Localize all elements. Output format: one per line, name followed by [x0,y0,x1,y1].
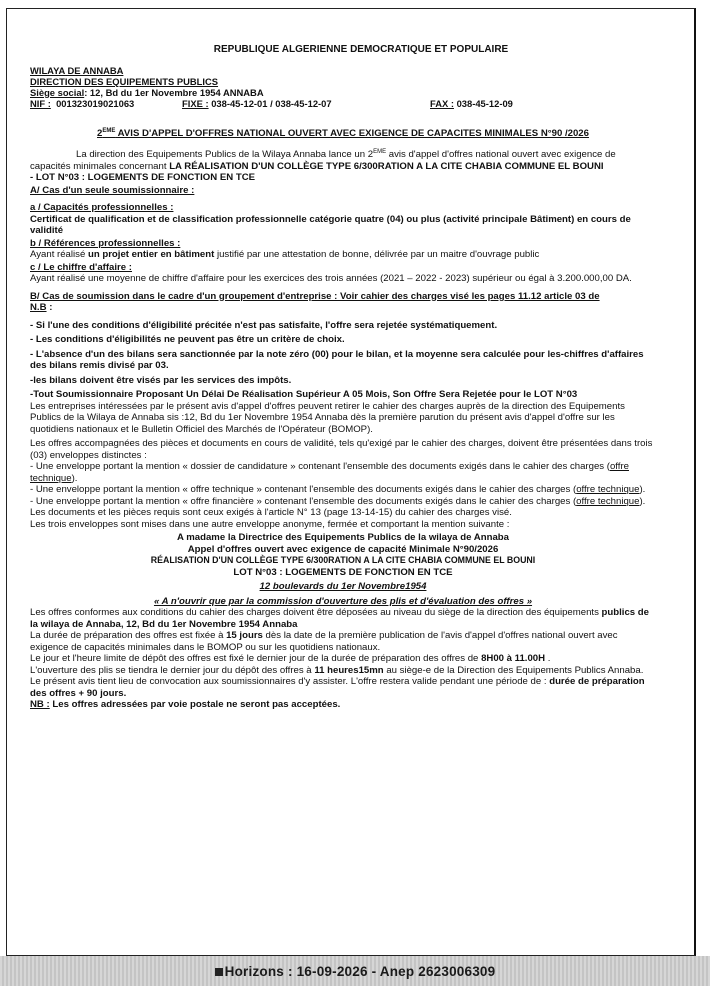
closing-p6-a: La durée de préparation des offres est fixée à [30,630,227,641]
avis-title-num: 2 [97,127,103,139]
republic-title: REPUBLIQUE ALGERIENNE DEMOCRATIQUE ET POPULAIRE [213,44,509,55]
section-c-title: c / Le chiffre d'affaire : [30,261,132,273]
closing-p8-b: 11 heures15mn [314,664,384,676]
envelope-2-ref: offre technique [576,484,640,495]
closing-nb-label: NB : [30,699,50,710]
section-c-text: Ayant réalisé une moyenne de chiffre d'affaire pour les exercices des trois années (2021 – 2022 - 2023) supérieur ou égal à 3.200.000,00 DA. [30,273,632,284]
closing-p6-b: 15 jours [226,630,263,641]
closing-p6 [30,630,656,653]
rule-3: - L'absence d'un des bilans sera sanctionnée par la note zéro (00) pour le bilan, et la moyenne sera calculée pour les-chiffres d'affaires des bilans remis divisé par 03. [30,348,644,371]
section-a1-text: Certificat de qualification et de classification professionnelle catégorie quatre (04) ou plus (activité principale Bâtiment) en cours de validité [30,213,631,236]
closing-p8-a: L'ouverture des plis se tiendra le dernier jour du dépôt des offres à [30,664,315,676]
envelope-1-end: ). [71,472,78,484]
wilaya-label: WILAYA DE ANNABA [30,64,124,76]
closing-p9 [30,676,656,699]
nb-title: N.B [30,302,47,313]
envelope-3-end: ). [639,495,646,507]
envelope-1-ref: offre technique [30,461,629,484]
address-line-3: RÉALISATION D'UN COLLÈGE TYPE 6/300RATION A LA CITE CHABIA COMMUNE EL BOUNI [150,555,536,565]
fax-label: FAX : [430,97,454,109]
body-p3: Les documents et les pièces requis sont ceux exigés à l'article N° 13 (page 13-14-15) du cahier des charges visé. [30,507,512,518]
closing-nb-text: Les offres adressées par voie postale ne seront pas acceptées. [49,699,341,710]
rule-5: -Tout Soumissionnaire Proposant Un Délai De Réalisation Supérieur A 05 Mois, Son Offre Sera Rejetée pour le LOT N°03 [30,389,578,400]
siege-value: : 12, Bd du 1er Novembre 1954 ANNABA [84,86,264,98]
fixe-value: 038-45-12-01 / 038-45-12-07 [211,97,332,109]
closing-p7-c: . [545,653,551,664]
intro-project: LA RÉALISATION D'UN COLLÈGE TYPE 6/300RATION A LA CITE CHABIA COMMUNE EL BOUNI [169,160,604,172]
section-b-text-a: Ayant réalisé [30,249,88,260]
footer-text [215,964,496,979]
siege-line [30,87,656,98]
envelope-1-text: - Une enveloppe portant la mention « dossier de candidature » contenant l'ensemble des documents exigés dans le cahier des charges ( [30,461,610,472]
avis-title [30,128,656,140]
avis-title-sup: EME [102,127,116,134]
closing-p9-b: durée de préparation des offres + 90 jours. [30,676,645,699]
closing-p8-c: au siège-e de la Direction des Equipements Publics Annaba. [383,664,644,676]
section-a1-title: a / Capacités professionnelles : [30,202,174,213]
envelope-1 [30,461,656,484]
section-B-title: B/ Cas de soumission dans le cadre d'un groupement d'entreprise : Voir cahier des charges visé les pages 11.12 article 03 de [30,290,600,302]
footer-label: Horizons : 16-09-2026 - Anep 2623006309 [224,963,496,979]
section-b-text-c: justifié par une attestation de bonne, délivrée par un maitre d'ouvrage public [214,249,540,260]
closing-p7-a: Le jour et l'heure limite de dépôt des offres est fixé le dernier jour de la durée de préparation des offres de [30,653,482,664]
nb-line [30,302,656,314]
closing-p5-a: Les offres conformes aux conditions du cahier des charges doivent être déposées au niveau du siège de la direction des équipements [30,607,602,618]
intro-sup: EME [373,148,387,155]
address-block [30,532,656,607]
envelope-3-ref: offre technique [576,495,640,507]
address-line-1: A madame la Directrice des Equipements Publics de la wilaya de Annaba [177,532,509,543]
contact-line [30,98,656,109]
avis-title-text: AVIS D'APPEL D'OFFRES NATIONAL OUVERT AVEC EXIGENCE DE CAPACITES MINIMALES N°90 /2026 [115,127,589,139]
rule-1: - Si l'une des conditions d'éligibilité précitée n'est pas satisfaite, l'offre sera rejetée systématiquement. [30,319,498,331]
body-p4: Les trois enveloppes sont mises dans une autre enveloppe anonyme, fermée et comportant la mention suivante : [30,518,510,530]
closing-p7-b: 8H00 à 11.00H [481,653,546,664]
fixe-label: FIXE : [182,97,209,109]
section-b-text-b: un projet entier en bâtiment [87,249,215,260]
envelope-2-end: ). [639,484,646,495]
fax-value: 038-45-12-09 [456,97,513,109]
intro-line-1 [30,149,656,161]
siege-label: Siège social [30,86,85,98]
closing-p9-a: Le présent avis tient lieu de convocation aux soumissionnaires d'y assister. L'offre restera valide pendant une période de : [30,676,550,687]
tender-notice [30,44,656,711]
publication-footer [0,956,710,986]
lot-line: - LOT N°03 : LOGEMENTS DE FONCTION EN TCE [30,172,256,183]
section-b-text [30,249,656,261]
nif-label: NIF : [30,97,51,109]
closing-p8 [30,665,656,677]
closing-p6-c: dès la date de la première publication de l'avis d'appel d'offres national ouvert avec exigence de capacités minimales dans le BOMOP ou sur les quotidiens nationaux. [30,630,618,653]
rule-4: -les bilans doivent être visés par les services des impôts. [30,374,292,386]
section-a-title: A/ Cas d'un seule soumissionnaire : [30,184,195,196]
closing-p5-b: publics de la wilaya de Annaba, 12, Bd du 1er Novembre 1954 Annaba [30,607,649,630]
nb-colon: : [46,302,53,313]
nif-value: 001323019021063 [56,97,135,109]
address-line-6: « A n'ouvrir que par la commission d'ouverture des plis et d'évaluation des offres » [153,595,533,607]
envelope-3-text: - Une enveloppe portant la mention « offre financière » contenant l'ensemble des documents exigés dans le cahier des charges ( [30,495,577,507]
intro-line-2 [30,161,656,173]
intro-text-b: avis d'appel d'offres national ouvert avec exigence de [386,149,616,160]
address-line-5: 12 boulevards du 1er Novembre1954 [259,581,427,592]
rule-2: - Les conditions d'éligibilités ne peuvent pas être un critère de choix. [30,334,345,345]
envelope-2-text: - Une enveloppe portant la mention « offre technique » contenant l'ensemble des documents exigés dans le cahier des charges ( [30,484,577,495]
address-line-2: Appel d'offres ouvert avec exigence de capacité Minimale N°90/2026 [187,543,499,555]
address-line-4: LOT N°03 : LOGEMENTS DE FONCTION EN TCE [233,566,453,578]
body-p1: Les entreprises intéressées par le présent avis d'appel d'offres peuvent retirer le cahier des charges auprès de la direction des Equipements Publics de la Wilaya de Annaba sis :12, Bd du 1er Novembre 1954 Annaba dès la première parution du présent avis d'appel d'offre sur les quotidiens nationaux et le Bulletin Officiel des Marchés de l'Opérateur (BOMOP). [30,400,625,435]
direction-label: DIRECTION DES EQUIPEMENTS PUBLICS [30,75,219,87]
closing-nb [30,699,656,711]
closing-p7 [30,653,656,665]
envelope-2 [30,484,656,496]
intro-text-a: La direction des Equipements Publics de la Wilaya Annaba lance un 2 [76,149,374,160]
section-b-title: b / Références professionnelles : [30,237,181,249]
intro-line2-a: capacités minimales concernant [30,160,170,172]
envelope-3 [30,496,656,508]
body-p2: Les offres accompagnées des pièces et documents en cours de validité, tels qu'exigé par le cahier des charges, doivent être présentées dans trois (03) enveloppes distinctes : [30,438,653,461]
square-bullet-icon [215,968,223,976]
closing-p5 [30,607,656,630]
